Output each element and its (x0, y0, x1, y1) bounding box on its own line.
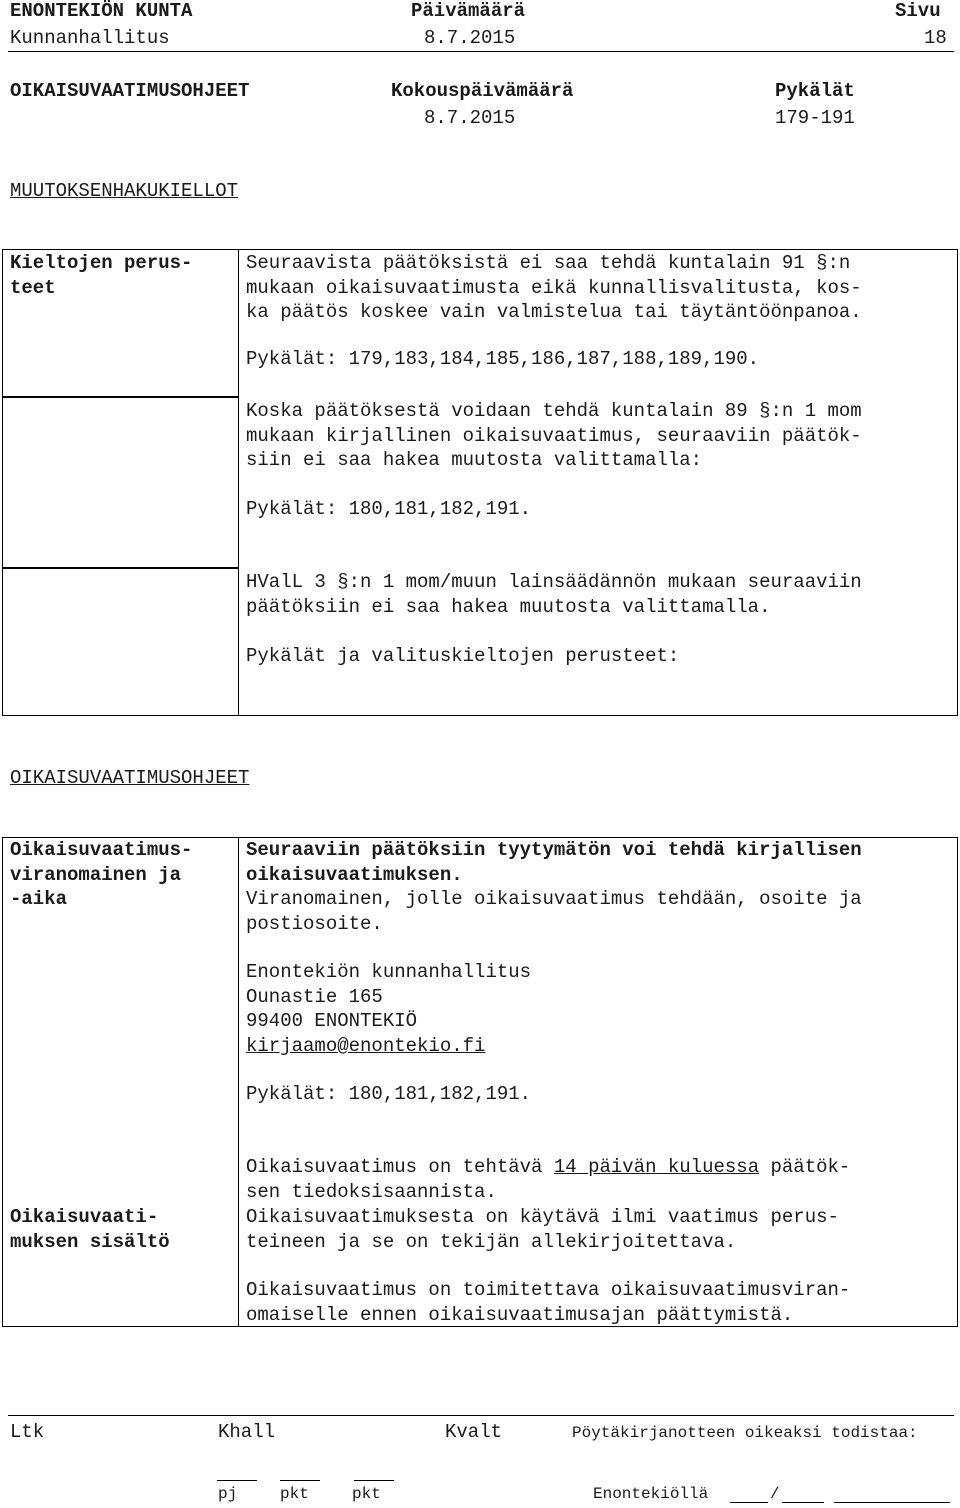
address-name: Enontekiön kunnanhallitus (246, 961, 532, 983)
address-city: 99400 ENONTEKIÖ (246, 1010, 418, 1032)
page-number: 18 (924, 27, 947, 49)
content-text: Oikaisuvaatimuksesta on käytävä ilmi vaatimus perus- teineen ja se on tekijän allekirjoitettava. (246, 1206, 839, 1253)
row-divider (2, 567, 238, 569)
deadline-text (246, 1155, 850, 1180)
footer-certify: Pöytäkirjanotteen oikeaksi todistaa: (572, 1424, 918, 1442)
authority-text: Viranomainen, jolle oikaisuvaatimus tehdään, osoite ja postiosoite. (246, 888, 862, 935)
deadline-prefix: Oikaisuvaatimus on tehtävä (246, 1156, 554, 1178)
instructions-sections: Pykälät: 180,181,182,191. (246, 1083, 532, 1105)
footer-pkt-1: pkt (280, 1485, 309, 1503)
appeal-bans-label: Kieltojen perus- teet (10, 252, 193, 299)
date-blank-year (834, 1502, 950, 1503)
sections-range: 179-191 (775, 107, 855, 129)
footer-place: Enontekiöllä (593, 1485, 709, 1503)
appeal-bans-sections-3: Pykälät ja valituskieltojen perusteet: (246, 645, 680, 667)
deadline-text-line2: sen tiedoksisaannista. (246, 1181, 497, 1203)
signature-line-pj (217, 1480, 257, 1481)
row-divider (2, 396, 238, 398)
signature-line-pkt2 (354, 1480, 394, 1481)
date-blank-day (730, 1502, 768, 1503)
appeal-bans-paragraph-1: Seuraavista päätöksistä ei saa tehdä kuntalain 91 §:n mukaan oikaisuvaatimusta eikä kunnallisvalitusta, kos- ka päätös koskee vain valmistelua tai täytäntöönpanoa. (246, 252, 862, 323)
page-label: Sivu (895, 0, 941, 22)
meeting-date-label: Kokouspäivämäärä (391, 80, 574, 102)
date-separator: / (770, 1485, 780, 1503)
appeal-bans-sections-1: Pykälät: 179,183,184,185,186,187,188,189,190. (246, 348, 760, 370)
authority-label: Oikaisuvaatimus- viranomainen ja -aika (10, 839, 193, 910)
address-street: Ounastie 165 (246, 986, 383, 1008)
footer-kvalt: Kvalt (445, 1421, 503, 1443)
appeal-bans-sections-2: Pykälät: 180,181,182,191. (246, 498, 532, 520)
delivery-text: Oikaisuvaatimus on toimitettava oikaisuvaatimusviran- omaiselle ennen oikaisuvaatimusajan päättymistä. (246, 1279, 851, 1326)
organization-name: ENONTEKIÖN KUNTA (10, 0, 193, 22)
table-column-divider (238, 250, 239, 715)
date-blank-month (782, 1502, 824, 1503)
signature-line-pkt1 (280, 1480, 320, 1481)
date-label: Päivämäärä (411, 0, 526, 22)
deadline-period: 14 päivän kuluessa (553, 1156, 760, 1178)
body-name: Kunnanhallitus (10, 27, 170, 49)
footer-pj: pj (218, 1485, 238, 1503)
table-column-divider (238, 838, 239, 1326)
appeal-bans-heading: MUUTOKSENHAKUKIELLOT (10, 180, 239, 202)
instructions-intro: Seuraaviin päätöksiin tyytymätön voi tehdä kirjallisen oikaisuvaatimuksen. (246, 839, 862, 886)
deadline-suffix: päätök- (759, 1156, 851, 1178)
email-link[interactable]: kirjaamo@enontekio.fi (246, 1035, 486, 1057)
footer-khall: Khall (218, 1421, 276, 1443)
meeting-date: 8.7.2015 (424, 107, 516, 129)
header-divider (8, 51, 954, 52)
instructions-heading: OIKAISUVAATIMUSOHJEET (10, 767, 250, 789)
appeal-bans-paragraph-2: Koska päätöksestä voidaan tehdä kuntalain 89 §:n 1 mom mukaan kirjallinen oikaisuvaatimus, seuraaviin päätök- siin ei saa hakea muutosta valittamalla: (246, 400, 862, 471)
footer-pkt-2: pkt (352, 1485, 381, 1503)
content-label: Oikaisuvaati- muksen sisältö (10, 1206, 170, 1253)
footer-divider (8, 1415, 954, 1416)
document-date: 8.7.2015 (424, 27, 516, 49)
appeal-bans-paragraph-3: HValL 3 §:n 1 mom/muun lainsäädännön mukaan seuraaviin päätöksiin ei saa hakea muutosta valittamalla. (246, 571, 862, 618)
footer-ltk: Ltk (10, 1421, 45, 1443)
sections-label: Pykälät (775, 80, 855, 102)
section-title: OIKAISUVAATIMUSOHJEET (10, 80, 250, 102)
